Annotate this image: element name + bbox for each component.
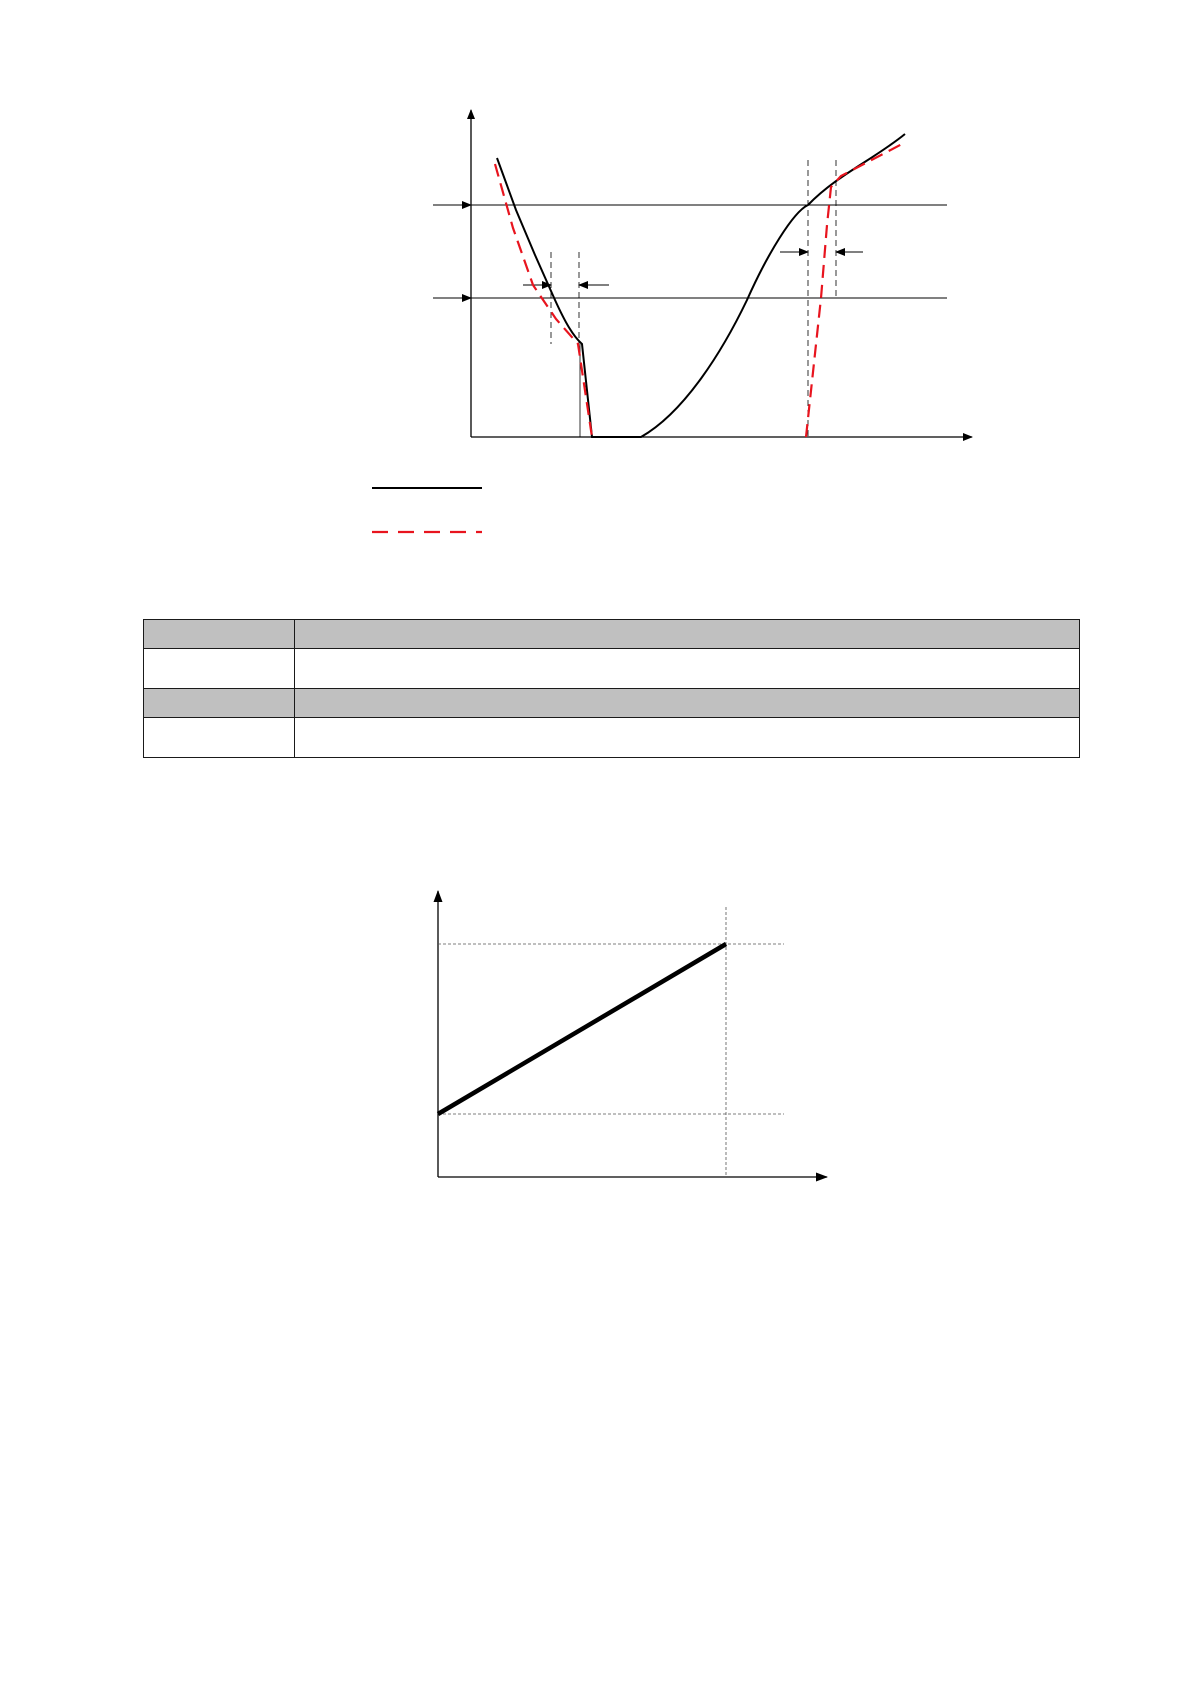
table-cell: [144, 718, 295, 758]
parameter-table: [143, 619, 1080, 758]
top-curve-figure: [395, 100, 985, 450]
legend: [370, 470, 510, 540]
table-header-row: [144, 689, 1080, 718]
table-row: [144, 718, 1080, 758]
table-cell: [295, 718, 1080, 758]
table-cell: [144, 689, 295, 718]
table-cell: [295, 620, 1080, 649]
table-row: [144, 649, 1080, 689]
table-cell: [295, 689, 1080, 718]
curve-solid: [497, 134, 905, 437]
table-cell: [144, 620, 295, 649]
ramp-line: [438, 944, 726, 1114]
linear-ramp-figure: [395, 880, 845, 1200]
table-cell: [144, 649, 295, 689]
table-cell: [295, 649, 1080, 689]
curve-dashed: [495, 144, 902, 437]
table-header-row: [144, 620, 1080, 649]
